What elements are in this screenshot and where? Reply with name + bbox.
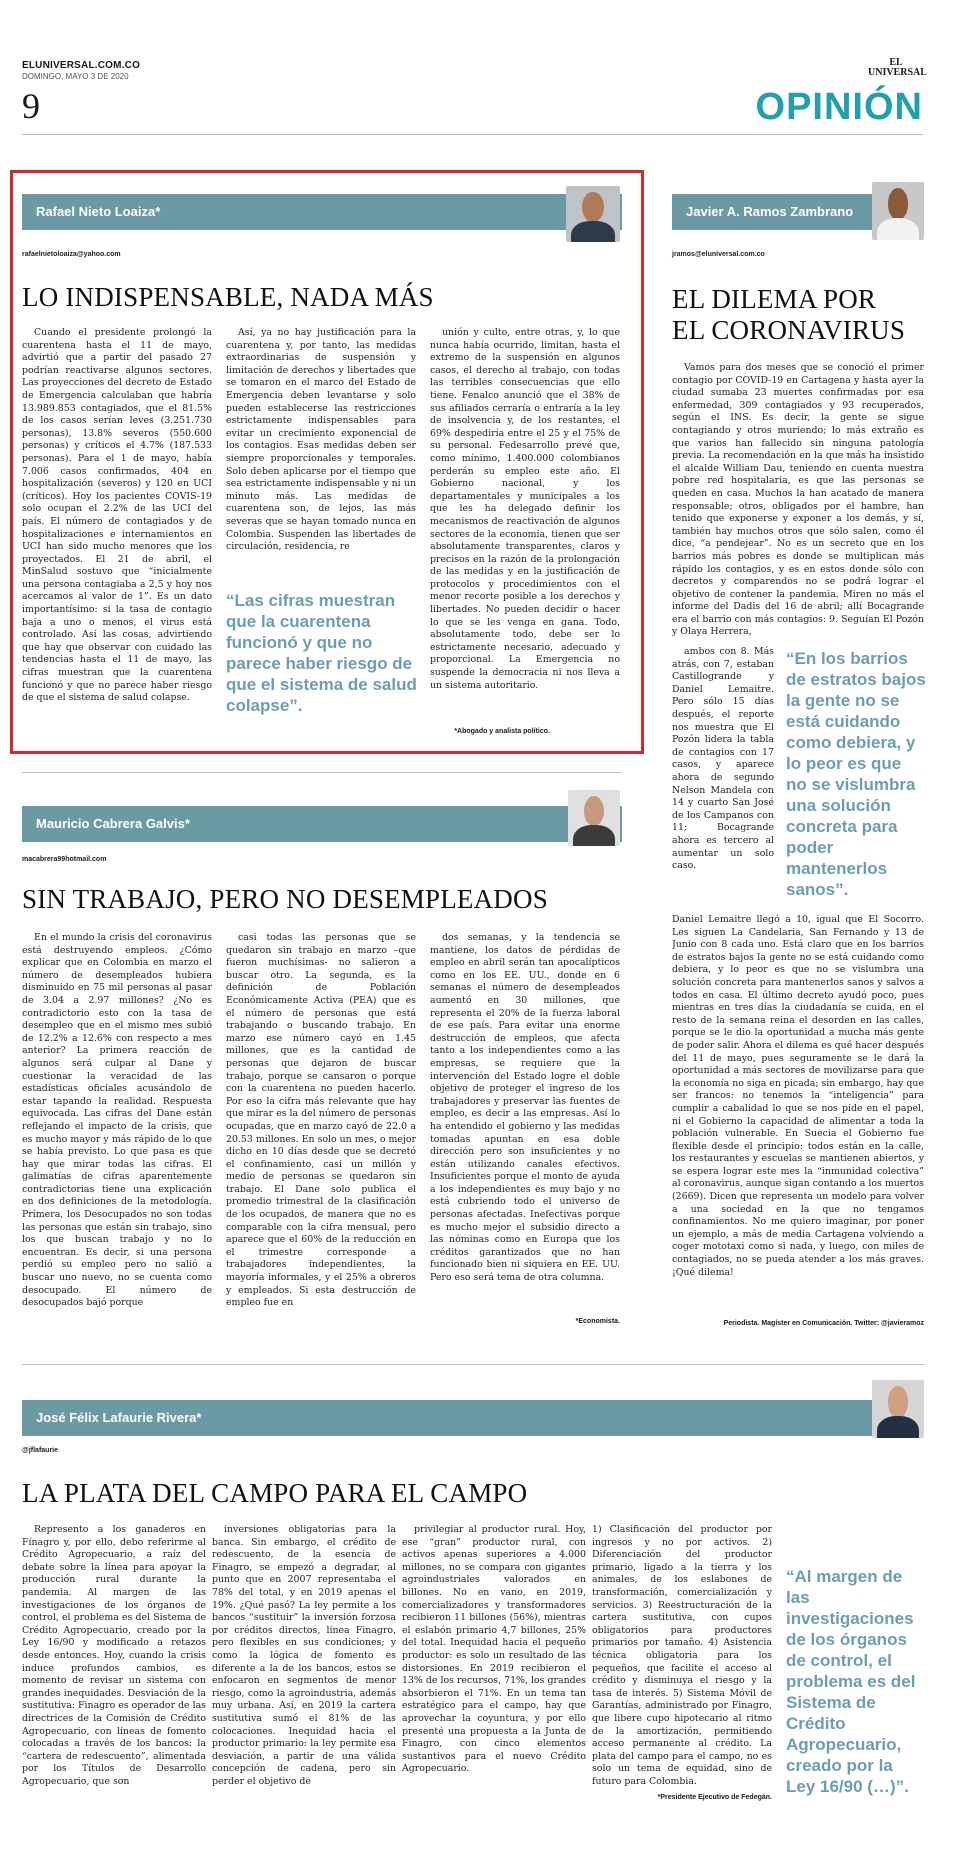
article-column: unión y culto, entre otras, y, lo que nunca había ocurrido, limitan, hasta el extremo de la suspensión en algunos casos, el derecho al trabajo, con todas las terribles consecuencias que ello tiene. Fenalco anunció que el 38% de sus afiliados cerraría o entraría a la ley de insolvencia y, de los restantes, el 69% despediría entre el 25 y el 75% de su personal. Fedesarrollo prevé que, como mínimo, 1.400.000 colombianos perderán su empleo este año. El Gobierno nacional, y los departamentales y municipales a los que les ha delegado definir los mecanismos de reactivación de algunos sectores de la economía, tienen que ser absolutamente transparentes, claros y precisos en la razón de la prolongación de las medidas y en la justificación de protocolos y procedimientos con el menor recorte posible a los derechos y libertades. No pueden decidir o hacer lo que se les venga en gana. Todo, absolutamente todo, debe ser lo estrictamente necesario, adecuado y proporcional. La Emergencia no suspende la democracia ni nos lleva a un sistema autoritario. xyxy=(430,327,620,691)
author-credit: *Abogado y analista político. xyxy=(454,728,550,735)
author-email: macabrera99hotmail.com xyxy=(22,856,107,863)
page-number: 9 xyxy=(22,86,40,126)
headline-line-1: EL DILEMA POR xyxy=(672,284,877,314)
author-photo-lafaurie xyxy=(872,1380,924,1438)
headline-line-2: EL CORONAVIRUS xyxy=(672,315,906,345)
article-column: Daniel Lemaitre llegó a 10, igual que El Socorro. Les siguen La Candelaria, San Fernando y 13 de Junio con 8 cada uno. Está claro que en los barrios de estratos bajos la gente no se está cuidando como debiera, y lo peor es que no se vislumbra una solución concreta para mantenerlos sanos y salvos a todos en casa. El último decreto ayudó poco, pues mientras en tres días la ciudadanía se cuida, en el resto de la semana reina el desorden en las calles, porque se le dio la oportunidad a mucha más gente de poder salir. Ahora el dilema es qué hacer después del 11 de mayo, pues seguramente se le dará la oportunidad a más sectores de movilizarse para que la economía no siga en picada; sin embargo, hay que ser francos: no tenemos la “inteligencia” para cumplir a cabalidad lo que se nos pide en el papel, ni el Gobierno la capacidad de alimentar a toda la población vulnerable. En Suecia el Gobierno fue flexible desde el principio: todos están en la calle, los restaurantes y escuelas se mantienen abiertos, y se espera lograr este mes la “inmunidad colectiva” al coronavirus, aunque sigan contando a los muertos (2669). Dicen que representa un modelo para volver a una sociedad en la que no tengamos confinamientos. No me quiero imaginar, por poner un ejemplo, a más de media Cartagena volviendo a coger mototaxi como si nada, y luego, con miles de contagiados, no se pueda atender a los más graves. ¡Qué dilema! xyxy=(672,914,924,1278)
article-headline xyxy=(672,284,924,346)
pull-quote: “Las cifras muestran que la cuarentena funcionó y que no parece haber riesgo de que el sistema de salud colapse”. xyxy=(226,591,417,715)
author-name: José Félix Lafaurie Rivera* xyxy=(36,1410,202,1425)
author-email: jramos@eluniversal.com.co xyxy=(672,251,765,258)
section-divider xyxy=(22,1364,924,1365)
article-column: inversiones obligatorias para la banca. Sin embargo, el crédito de redescuento, de la esencia de Finagro, se empezó a degradar, al punto que en 2007 representaba el 78% del total, y en 2019 apenas el 19%. ¿Qué pasó? La ley permite a los bancos “sustituir” la inversión forzosa por créditos directos, línea Finagro, pero flexibles en sus condiciones; y como la lógica de fomento es diferente a la de los bancos, estos se enfocaron en segmentos de menor riesgo, como la agroindustria, además muy urbana. Así, en 2019 la cartera sustitutiva sumó el 81% de las colocaciones. Inequidad hacia el productor primario: la ley permite esa desviación, a partir de una válida concepción de cadena, pero sin perder el objetivo de xyxy=(212,1524,396,1787)
author-credit: Periodista. Magíster en Comunicación. Twitter: @javieramoz xyxy=(723,1320,924,1327)
author-photo-ramos xyxy=(872,182,924,240)
author-name: Javier A. Ramos Zambrano xyxy=(686,204,854,219)
site-name: ELUNIVERSAL.COM.CO xyxy=(22,60,141,71)
article-headline: LA PLATA DEL CAMPO PARA EL CAMPO xyxy=(22,1478,528,1508)
pull-quote: “En los barrios de estratos bajos la gente no se está cuidando como debiera, y lo peor es que no se vislumbra una solución concreta para poder mantenerlos sanos”. xyxy=(786,649,926,899)
logo-line-1: EL xyxy=(889,57,903,68)
author-name: Mauricio Cabrera Galvis* xyxy=(36,816,190,831)
author-credit: *Presidente Ejecutivo de Fedegán. xyxy=(657,1794,772,1801)
article-column: casi todas las personas que se quedaron sin trabajo en marzo –que fueron muchísimas- no salieron a buscar otro. La segunda, es la definición de Población Económicamente Activa (PEA) que es el número de personas que está trabajando o buscando trabajo. En marzo ese número cayó en 1.45 millones, que es la cantidad de personas que dejaron de buscar trabajo, porque se cansaron o porque con la cuarentena no pueden hacerlo. Por eso la cifra más relevante que hay que mirar es la del número de personas ocupadas, que en marzo cayó de 22.0 a 20.53 millones. En solo un mes, o mejor dicho en 10 días desde que se decretó el confinamiento, casi un millón y medio de personas se quedaron sin trabajo. El Dane solo publica el promedio trimestral de la clasificación de los ocupados, de manera que no es comparable con la cifra mensual, pero aparece que el 60% de la reducción en el trimestre corresponde a trabajadores independientes, la mayoría informales, y el 25% a obreros y empleados. Si esta destrucción de empleo fue en xyxy=(226,932,416,1309)
author-name: Rafael Nieto Loaiza* xyxy=(36,204,161,219)
section-title: OPINIÓN xyxy=(755,86,923,128)
article-headline: LO INDISPENSABLE, NADA MÁS xyxy=(22,282,434,312)
author-credit: *Economista. xyxy=(575,1318,620,1325)
article-column: Así, ya no hay justificación para la cuarentena y, por tanto, las medidas extraordinarias de suspensión y limitación de derechos y libertades que se tomaron en el marco del Estado de Emergencia deben levantarse y solo pueden establecerse las restricciones estrictamente indispensables para evitar un crecimiento exponencial de los contagios. Esas medidas deben ser siempre proporcionales y temporales. Solo deben aplicarse por el tiempo que sea estrictamente indispensable y ni un minuto más. Las medidas de cuarentena son, de lejos, las más severas que se hayan tomado nunca en Colombia. Suspenden las libertades de circulación, residencia, re xyxy=(226,327,416,553)
header-rule xyxy=(22,134,923,135)
article-column: En el mundo la crisis del coronavirus está destruyendo empleos. ¿Cómo explicar que en Colombia en marzo el número de desempleados hubiera disminuido en 75 mil personas al pasar de 3.04 a 2.97 millones? ¿No es contradictorio esto con la tasa de desempleo que en el mismo mes subió de 12.2% a 12.6% con respecto a mes anterior? La primera reacción de algunos será culpar al Dane y cuestionar la veracidad de las estadísticas oficiales acusándolo de estar tapando la realidad. Respuesta equivocada. Las cifras del Dane están reflejando el impacto de la crisis, que es mucho mayor y más rápido de lo que se había previsto. Lo que pasa es que hay que mirar todas las cifras. El galimatías de cifras aparentemente contradictorias tiene una explicación en dos definiciones de la metodología. Primera, los Desocupados no son todas las personas que están sin trabajo, sino los que buscan trabajo y no lo encuentran. Es decir, si una persona perdió su empleo pero no salió a buscar uno nuevo, no se cuenta como desocupado. El número de desocupados bajó porque xyxy=(22,932,212,1309)
author-photo-nieto xyxy=(566,186,620,242)
logo-line-2: UNIVERSAL xyxy=(868,67,927,78)
author-email: rafaelnietoloaiza@yahoo.com xyxy=(22,251,121,258)
article-column: privilegiar al productor rural. Hoy, ese “gran” productor rural, con activos apenas superiores a 4.000 millones, no se compara con gigantes agroindustriales valorados en billones. No en vano, en 2019, comercializadores y transformadores recibieron 11 billones (56%), mientras el eslabón primario 4,7 billones, 25% del total. Inequidad hacia el pequeño productor: es solo un resultado de las distorsiones. En 2019 recibieron el 13% de los recursos, 71%, los grandes absorbieron el 71%. En un tema tan estratégico para el campo, hay que aprovechar la coyuntura, y por ello presenté una propuesta a la Junta de Finagro, con cinco elementos sustantivos para el nuevo Crédito Agropecuario. xyxy=(402,1524,586,1775)
article-column: ambos con 8. Más atrás, con 7, estaban Castillogrande y Daniel Lemaitre. Pero sólo 15 días después, el reporte nos muestra que El Pozón lidera la tabla de contagios con 17 casos, y aparece ahora de segundo Nelson Mandela con 14 y cuarto San José de los Campanos con 11; Bocagrande ahora es tercero al aumentar un solo caso. xyxy=(672,646,774,872)
newspaper-logo xyxy=(868,57,927,78)
article-column: Represento a los ganaderos en Fínagro y, por ello, debo referirme al Crédito Agropecuario, a raíz del debate sobre la línea para apoyar la producción rural durante la pandemia. Al margen de las investigaciones de los órganos de control, el problema es del Sistema de Crédito Agropecuario, creado por la Ley 16/90 y modificado a retazos desde entonces. Hoy, cuando la crisis induce profundos cambios, es momento de revisar un sistema con grandes inequidades. Desviación de la sustitutiva: Finagro es operador de las directrices de la Comisión de Crédito Agropecuario, con líneas de fomento colocadas a través de los bancos: la “cartera de redescuento”, alimentada por los Títulos de Desarrollo Agropecuario, que son xyxy=(22,1524,206,1787)
author-bar-cabrera xyxy=(22,806,622,842)
pull-quote: “Al margen de las investigaciones de los órganos de control, el problema es del Sistema de Crédito Agropecuario, creado por la Ley 16/90 (…)”. xyxy=(786,1567,916,1796)
author-bar-lafaurie xyxy=(22,1400,924,1436)
publication-date: DOMINGO, MAYO 3 DE 2020 xyxy=(22,72,129,81)
article-column: Vamos para dos meses que se conoció el primer contagio por COVID-19 en Cartagena y hasta ayer la ciudad sumaba 23 muertes confirmadas por esa enfermedad, 309 contagiados y 93 recuperados, según el INS. Es decir, la gente se sigue contagiando y otros muriendo; lo más extraño es que varios han fallecido sin ninguna patología previa. La recomendación en la que más ha insistido el alcalde William Dau, teniendo en cuenta nuestra pobre red hospitalaria, es que las personas se queden en casa. Muchos la han acatado de manera responsable; otros, obligados por el hambre, han tenido que exponerse y exponer a los demás, y sí, también hay muchos otros que sólo salen, como él dice, “a pendejear”. No es un secreto que en los barrios más pobres es donde se multiplican más rápido los contagios, y es en estos donde sólo con decretos y comparendos no se podrá lograr el objetivo de contener la pandemia. Miren no más el informe del Dadis del 16 de abril; allí Bocagrande era el barrio con más contagios: 9. Seguían El Pozón y Olaya Herrera, xyxy=(672,362,924,638)
article-headline: SIN TRABAJO, PERO NO DESEMPLEADOS xyxy=(22,884,548,914)
article-column: dos semanas, y la tendencia se mantiene, los datos de pérdidas de empleo en abril serán tan apocalípticos como en los EE. UU., donde en 6 semanas el número de desempleados aumentó en 30 millones, que representa el 20% de la fuerza laboral de ese país. Para evitar una enorme destrucción de empleos, que afecta tanto a los independientes como a las empresas, se requiere que la intervención del Estado logre el doble objetivo de proteger el ingreso de los trabajadores y preservar las fuentes de empleo, es decir a las empresas. Así lo ha entendido el gobierno y las medidas tomadas apuntan en esa doble dirección pero son insuficientes y no están utilizando canales efectivos. Insuficientes porque el monto de ayuda a los independientes es muy bajo y no está cubriendo todo el universo de personas afectadas. Inefectivas porque es mucho mejor el subsidio directo a las nóminas como en Europa que los créditos garantizados que no han funcionado bien ni siquiera en EE. UU. Pero eso será tema de otra columna. xyxy=(430,932,620,1284)
section-divider xyxy=(22,772,622,773)
author-photo-cabrera xyxy=(568,790,620,846)
author-bar-nieto xyxy=(22,194,622,230)
article-column: 1) Clasificación del productor por ingresos y no por activos. 2) Diferenciación del productor primario, ligado a la tierra y los animales, de los eslabones de transformación, comercialización y servicios. 3) Reestructuración de la cartera sustitutiva, con cupos obligatorios para productores primarios por tamaño. 4) Asistencia técnica obligatoria para los pequeños, que facilite el acceso al crédito y disminuya el riesgo y la tasa de interés. 5) Sistema Móvil de Garantías, administrado por Finagro, que libere cupo hipotecario al ritmo de la amortización, permitiendo acceso permanente al crédito. La plata del campo para el campo, no es solo un tema de equidad, sino de futuro para Colombia. xyxy=(592,1524,772,1787)
article-column: Cuando el presidente prolongó la cuarentena hasta el 11 de mayo, advirtió que a partir del pasado 27 podrían reactivarse algunos sectores. Las proyecciones del decreto de Estado de Emergencia calculaban que habría 13.989.853 contagiados, que el 81.5% de los casos serían leves (3.251.730 personas), 13.8% severos (550.600 personas) y críticos el 4.7% (187.533 personas). Para el 1 de mayo, había 7.006 casos confirmados, 404 en hospitalización (severos) y 120 en UCI (críticos). Hoy los pacientes COVIS-19 solo ocupan el 2.2% de las UCI del país. El número de contagiados y de hospitalizaciones e internamientos en UCI han sido mucho menores que los proyectados. El 21 de abril, el MinSalud sostuvo que “inicialmente una persona contagiaba a 2,5 y hoy nos acercamos al valor de 1”. Es un dato importantísimo: si la tasa de contagio baja a uno o menos, el virus está controlado. Así las cosas, advirtiendo que hay que observar con cuidado las tendencias hasta el 11 de mayo, las cifras muestran que la cuarentena funcionó y que no parece haber riesgo de que el sistema de salud colapse. xyxy=(22,327,212,704)
author-email: @jflafaurie xyxy=(22,1447,59,1454)
